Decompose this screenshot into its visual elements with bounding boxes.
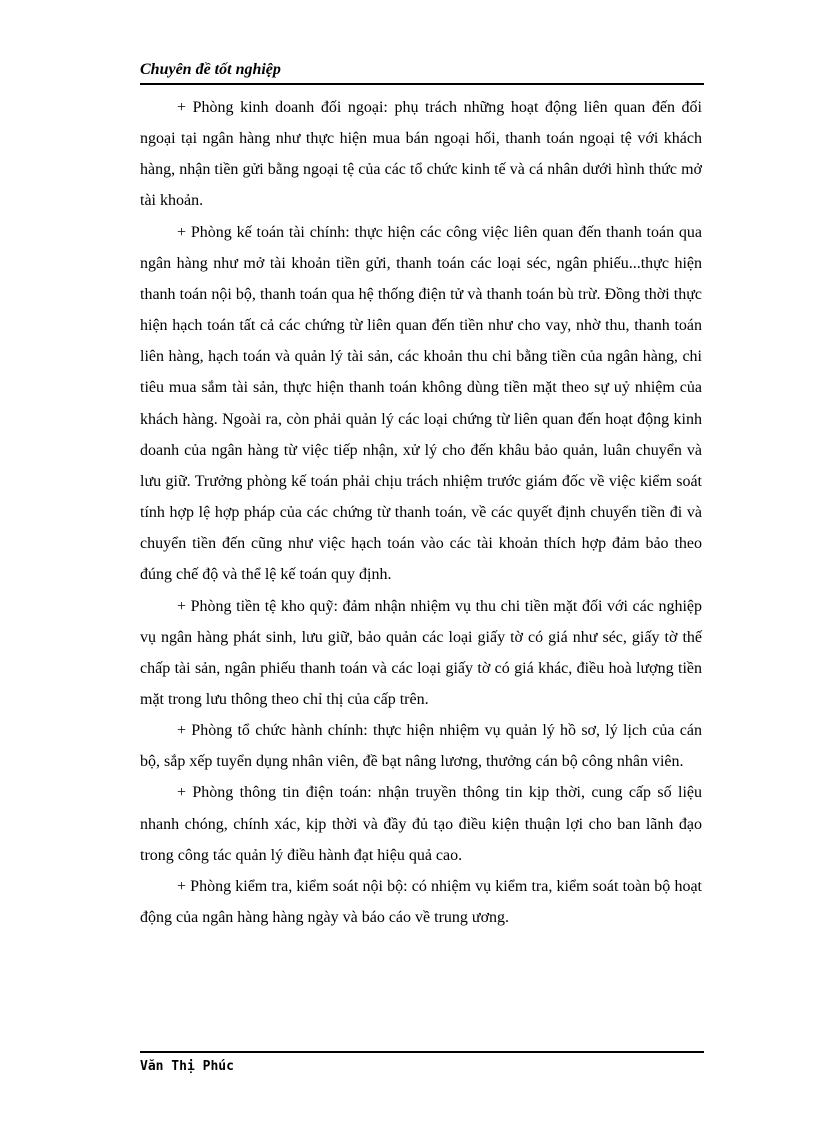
- paragraph-accounting-finance-dept: + Phòng kế toán tài chính: thực hiện các công việc liên quan đến thanh toán qua ngân hàng như mở tài khoản tiền gửi, thanh toán các loại séc, ngân phiếu...thực hiện thanh toán nội bộ, thanh toán qua hệ thống điện tử và thanh toán bù trừ. Đồng thời thực hiện hạch toán tất cả các chứng từ liên quan đến tiền như cho vay, nhờ thu, thanh toán liên hàng, hạch toán và quản lý tài sản, các khoản thu chi bằng tiền của ngân hàng, chi tiêu mua sắm tài sản, thực hiện thanh toán không dùng tiền mặt theo sự uỷ nhiệm của khách hàng. Ngoài ra, còn phải quản lý các loại chứng từ liên quan đến hoạt động kinh doanh của ngân hàng từ việc tiếp nhận, xử lý cho đến khâu bảo quản, luân chuyển và lưu giữ. Trưởng phòng kế toán phải chịu trách nhiệm trước giám đốc về việc kiểm soát tính hợp lệ hợp pháp của các chứng từ thanh toán, về các quyết định chuyển tiền đi và chuyển tiền đến cũng như việc hạch toán vào các tài khoản thích hợp đảm bảo theo đúng chế độ và thể lệ kế toán quy định.: [140, 223, 702, 584]
- paragraph-administration-dept: + Phòng tổ chức hành chính: thực hiện nhiệm vụ quản lý hồ sơ, lý lịch của cán bộ, sắp xếp tuyển dụng nhân viên, đề bạt nâng lương, thưởng cán bộ công nhân viên.: [140, 722, 702, 771]
- footer-author: Văn Thị Phúc: [140, 1059, 234, 1074]
- document-body: [140, 92, 702, 933]
- page-header-title: Chuyên đề tốt nghiệp: [140, 61, 281, 78]
- paragraph-foreign-business-dept: + Phòng kinh doanh đối ngoại: phụ trách những hoạt động liên quan đến đối ngoại tại ngân hàng như thực hiện mua bán ngoại hối, thanh toán ngoại tệ với khách hàng, nhận tiền gửi bằng ngoại tệ của các tổ chức kinh tế và cá nhân dưới hình thức mở tài khoản.: [140, 99, 702, 210]
- header-divider: [140, 83, 704, 85]
- footer-divider: [140, 1051, 704, 1053]
- paragraph-it-dept: + Phòng thông tin điện toán: nhận truyền thông tin kịp thời, cung cấp số liệu nhanh chóng, chính xác, kịp thời và đầy đủ tạo điều kiện thuận lợi cho ban lãnh đạo trong công tác quản lý điều hành đạt hiệu quả cao.: [140, 784, 702, 864]
- paragraph-treasury-dept: + Phòng tiền tệ kho quỹ: đảm nhận nhiệm vụ thu chi tiền mặt đối với các nghiệp vụ ngân hàng phát sinh, lưu giữ, bảo quản các loại giấy tờ có giá như séc, giấy tờ thế chấp tài sản, ngân phiếu thanh toán và các loại giấy tờ có giá khác, điều hoà lượng tiền mặt trong lưu thông theo chỉ thị của cấp trên.: [140, 597, 702, 708]
- paragraph-internal-audit-dept: + Phòng kiểm tra, kiểm soát nội bộ: có nhiệm vụ kiểm tra, kiểm soát toàn bộ hoạt động của ngân hàng hàng ngày và báo cáo về trung ương.: [140, 877, 702, 927]
